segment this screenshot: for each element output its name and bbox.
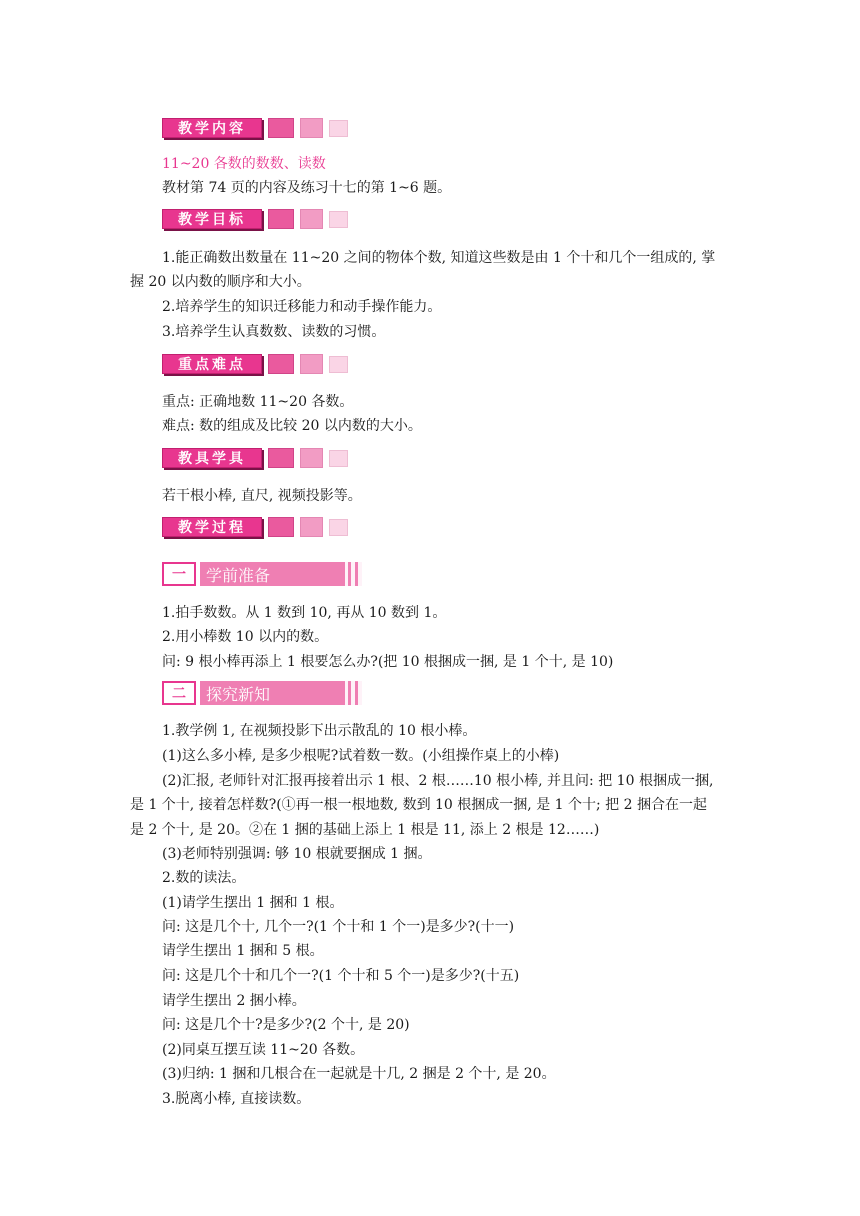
decor-square — [329, 120, 348, 137]
part2-line: (1)请学生摆出 1 捆和 1 根。 — [162, 895, 344, 911]
banner-stripes — [326, 681, 362, 705]
section-badge: 教学目标 — [162, 209, 262, 229]
section-header-tools — [162, 447, 348, 469]
part2-line: (2)同桌互摆互读 11~20 各数。 — [162, 1042, 365, 1058]
part2-line: (3)老师特别强调: 够 10 根就要捆成 1 捆。 — [162, 846, 432, 862]
part2-line: 1.教学例 1, 在视频投影下出示散乱的 10 根小棒。 — [162, 723, 477, 739]
part2-line: (2)汇报, 老师针对汇报再接着出示 1 根、2 根……10 根小棒, 并且问: 把 10 根捆成一捆, — [162, 773, 714, 789]
goal-3: 3.培养学生认真数数、读数的习惯。 — [162, 324, 386, 340]
part2-line: 3.脱离小棒, 直接读数。 — [162, 1091, 311, 1107]
banner-title-box — [200, 681, 362, 705]
section-header-content — [162, 117, 348, 139]
part1-line-2: 2.用小棒数 10 以内的数。 — [162, 629, 329, 645]
section-header-goals — [162, 208, 348, 230]
part1-line-1: 1.拍手数数。从 1 数到 10, 再从 10 数到 1。 — [162, 605, 447, 621]
section-badge: 教具学具 — [162, 448, 262, 468]
part2-line: 请学生摆出 1 捆和 5 根。 — [162, 943, 324, 959]
goal-1-line-2: 握 20 以内数的顺序和大小。 — [130, 274, 311, 290]
decor-square — [268, 448, 294, 468]
decor-square — [300, 354, 323, 374]
part2-line: 问: 这是几个十, 几个一?(1 个十和 1 个一)是多少?(十一) — [162, 919, 515, 935]
banner-number: 二 — [162, 681, 196, 705]
part2-line: (1)这么多小棒, 是多少根呢?试着数一数。(小组操作桌上的小棒) — [162, 748, 560, 764]
part2-line: 是 1 个十, 接着怎样数?(①再一根一根地数, 数到 10 根捆成一捆, 是 1 个十; 把 2 捆合在一起 — [130, 797, 707, 813]
section-badge: 重点难点 — [162, 354, 262, 374]
tools-text: 若干根小棒, 直尺, 视频投影等。 — [162, 488, 362, 504]
part2-line: 是 2 个十, 是 20。②在 1 捆的基础上添上 1 根是 11, 添上 2 根是 12……) — [130, 822, 600, 838]
part2-line: 问: 这是几个十?是多少?(2 个十, 是 20) — [162, 1017, 410, 1033]
banner-title: 学前准备 — [206, 565, 271, 585]
banner-part-2 — [162, 681, 362, 705]
part2-line: 问: 这是几个十和几个一?(1 个十和 5 个一)是多少?(十五) — [162, 968, 520, 984]
part1-line-3: 问: 9 根小棒再添上 1 根要怎么办?(把 10 根捆成一捆, 是 1 个十, 是 10) — [162, 654, 614, 670]
goal-2: 2.培养学生的知识迁移能力和动手操作能力。 — [162, 299, 442, 315]
banner-title-box — [200, 562, 362, 586]
goal-1-line-1: 1.能正确数出数量在 11~20 之间的物体个数, 知道这些数是由 1 个十和几个一组成的, 掌 — [162, 250, 716, 266]
key-point: 重点: 正确地数 11~20 各数。 — [162, 394, 354, 410]
decor-square — [300, 118, 323, 138]
banner-part-1 — [162, 562, 362, 586]
decor-square — [300, 209, 323, 229]
decor-square — [268, 118, 294, 138]
section-badge: 教学内容 — [162, 118, 262, 138]
decor-square — [300, 448, 323, 468]
part2-line: 2.数的读法。 — [162, 870, 246, 886]
section-header-process — [162, 516, 348, 538]
banner-stripes — [326, 562, 362, 586]
decor-square — [268, 517, 294, 537]
difficult-point: 难点: 数的组成及比较 20 以内数的大小。 — [162, 418, 422, 434]
banner-title: 探究新知 — [206, 684, 271, 704]
decor-square — [300, 517, 323, 537]
part2-line: (3)归纳: 1 捆和几根合在一起就是十几, 2 捆是 2 个十, 是 20。 — [162, 1066, 556, 1082]
content-text: 教材第 74 页的内容及练习十七的第 1~6 题。 — [162, 180, 452, 196]
section-badge: 教学过程 — [162, 517, 262, 537]
section-header-key-points — [162, 353, 348, 375]
banner-number: 一 — [162, 562, 196, 586]
content-topic: 11~20 各数的数数、读数 — [162, 156, 326, 172]
decor-square — [268, 209, 294, 229]
decor-square — [329, 519, 348, 536]
part2-line: 请学生摆出 2 捆小棒。 — [162, 993, 306, 1009]
decor-square — [329, 211, 348, 228]
decor-square — [329, 450, 348, 467]
decor-square — [268, 354, 294, 374]
decor-square — [329, 356, 348, 373]
